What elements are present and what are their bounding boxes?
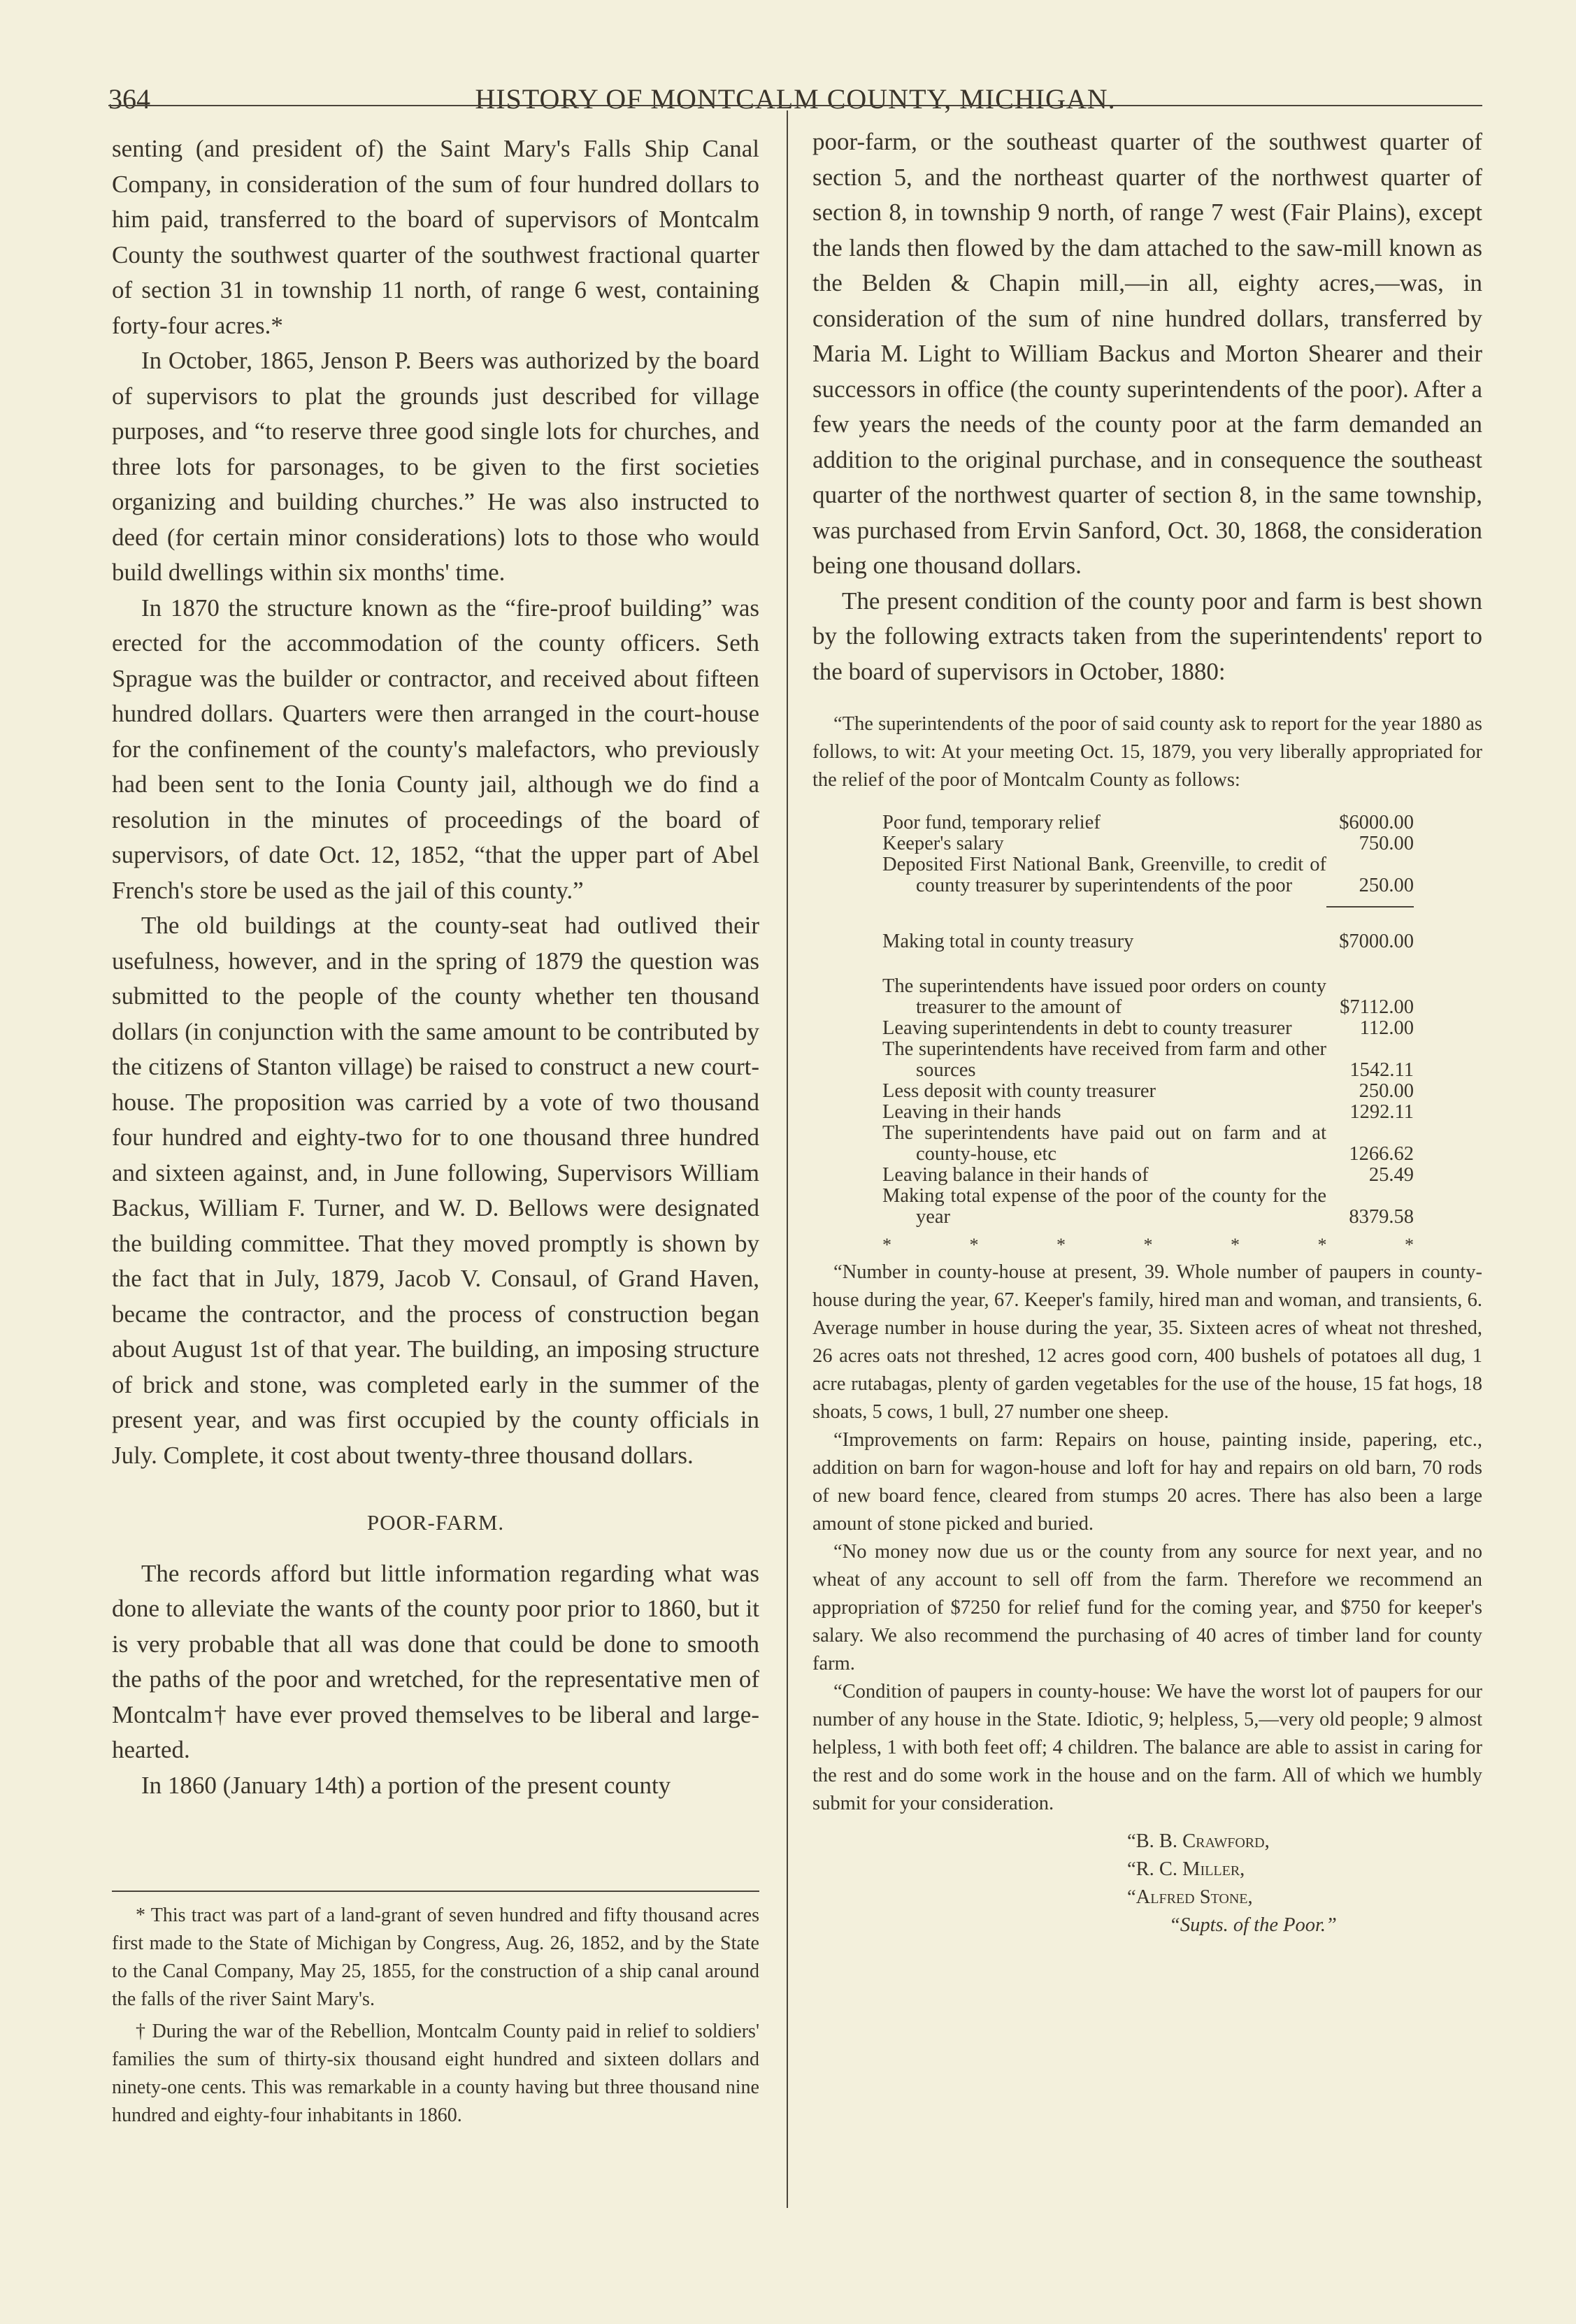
right-column [812, 124, 1482, 1939]
sum-rule [882, 896, 1414, 907]
row-amount: 25.49 [1368, 1164, 1414, 1186]
quote-paragraph: “Condition of paupers in county-house: We have the worst lot of paupers for our number of any house in the State. Idiotic, 9; helpless, 5,—very old people; 9 almost helpless, 1 with both feet off; 4 children. The balance are able to assist in caring for the rest and do some work in the house and on the farm. All of which we humbly submit for your consideration. [812, 1681, 1482, 1814]
row-label: Leaving in their hands [882, 1101, 1061, 1123]
row-amount: 750.00 [1359, 833, 1414, 854]
column-divider [787, 110, 788, 2208]
asterism-icon: * [882, 1235, 891, 1255]
row-label: Making total in county treasury [882, 931, 1134, 952]
asterism-icon: * [1405, 1235, 1414, 1255]
quote-paragraph: “No money now due us or the county from any source for next year, and no wheat of any account to sell off from the farm. Therefore we recommend an appropriation of $7250 for relief fund for the coming year, and $750 for keeper's salary. We also recommend the purchasing of 40 acres of timber land for county farm. [812, 1541, 1482, 1674]
paragraph: senting (and president of) the Saint Mary's Falls Ship Canal Company, in consideration of the sum of four hundred dollars to him paid, transferred to the board of supervisors of Montcalm County the southwest quarter of the southwest fractional quarter of section 31 in township 11 north, of range 6 west, containing forty-four acres.* [112, 135, 759, 339]
row-amount: 250.00 [1359, 875, 1414, 896]
row-amount: $7000.00 [1339, 931, 1414, 952]
row-amount: $6000.00 [1339, 812, 1414, 833]
table-row [882, 1039, 1414, 1081]
paragraph: poor-farm, or the southeast quarter of the southwest quarter of section 5, and the northeast quarter of the northwest quarter of section 8, in township 9 north, of range 7 west (Fair Plains), except the lands then flowed by the dam attached to the saw-mill known as the Belden & Chapin mill,—in all, eighty acres,—was, in consideration of the sum of nine hundred dollars, transferred by Maria M. Light to William Backus and Morton Shearer and their successors in office (the county superintendents of the poor). After a few years the needs of the county poor at the farm demanded an addition to the original purchase, and in consequence the southeast quarter of the northwest quarter of section 8, in the same township, was purchased from Ervin Sanford, Oct. 30, 1868, the consideration being one thousand dollars. [812, 128, 1482, 579]
table-row [882, 1186, 1414, 1228]
signature: “Alfred Stone, [1127, 1886, 1253, 1908]
table-row [882, 854, 1414, 896]
paragraph: The old buildings at the county-seat had outlived their usefulness, however, and in the spring of 1879 the question was submitted to the people of the county whether ten thousand dollars (in conjunction with the same amount to be contributed by the citizens of Stanton village) be raised to construct a new court-house. The proposition was carried by a vote of two thousand four hundred and eighty-two for to one thousand three hundred and sixteen against, and, in June following, Supervisors William Backus, William F. Turner, and W. D. Bellows were designated the building committee. That they moved promptly is shown by the fact that in July, 1879, Jacob V. Consaul, of Grand Haven, became the contractor, and the process of construction began about August 1st of that year. The building, an imposing structure of brick and stone, was completed early in the summer of the present year, and was first occupied by the county officials in July. Complete, it cost about twenty-three thousand dollars. [112, 912, 759, 1469]
quote-paragraph: “Improvements on farm: Repairs on house, painting inside, papering, etc., addition on barn for wagon-house and loft for hay and repairs on old barn, 70 rods of new board fence, cleared from stumps 20 acres. There has also been a large amount of stone picked and buried. [812, 1429, 1482, 1535]
row-amount: 1292.11 [1349, 1101, 1414, 1123]
running-title: HISTORY OF MONTCALM COUNTY, MICHIGAN. [475, 83, 1116, 115]
row-label: The superintendents have paid out on farm and at county-house, etc [882, 1122, 1326, 1165]
table-row [882, 812, 1414, 833]
row-label: Leaving superintendents in debt to county treasurer [882, 1017, 1292, 1039]
row-amount: 1542.11 [1349, 1059, 1414, 1081]
spacer [882, 907, 1414, 931]
table-row [882, 1123, 1414, 1165]
section-heading: POOR-FARM. [366, 1510, 505, 1535]
signatures [1127, 1828, 1482, 1939]
signature: “R. C. Miller, [1127, 1858, 1245, 1880]
footnote-rule [112, 1891, 759, 1892]
paragraph: In 1870 the structure known as the “fire-proof building” was erected for the accommodation of the county officers. Seth Sprague was the builder or contractor, and received about fifteen hundred dollars. Quarters were then arranged in the court-house for the confinement of the county's malefactors, who previously had been sent to the Ionia County jail, although we do find a resolution in the minutes of proceedings of the board of supervisors, of date Oct. 12, 1852, “that the upper part of Abel French's store be used as the jail of this county.” [112, 594, 759, 904]
row-label: The superintendents have issued poor orders on county treasurer to the amount of [882, 975, 1326, 1018]
paragraph: The records afford but little information regarding what was done to alleviate the wants of the county poor prior to 1860, but it is very probable that all was done that could be done to smooth the paths of the poor and wretched, for the representative men of Montcalm† have ever proved themselves to be liberal and large-hearted. [112, 1559, 759, 1763]
asterism-icon: * [969, 1235, 979, 1255]
paragraph: The present condition of the county poor and farm is best shown by the following extracts taken from the superintendents' report to the board of supervisors in October, 1880: [812, 587, 1482, 685]
page-number: 364 [108, 83, 150, 115]
paragraph: In 1860 (January 14th) a portion of the present county [141, 1771, 671, 1799]
asterism-icon: * [1143, 1235, 1153, 1255]
asterism-icon: * [1317, 1235, 1327, 1255]
row-amount: 1266.62 [1349, 1143, 1414, 1165]
row-amount: 250.00 [1359, 1080, 1414, 1102]
row-label: Less deposit with county treasurer [882, 1080, 1156, 1102]
paragraph: In October, 1865, Jenson P. Beers was authorized by the board of supervisors to plat the grounds just described for village purposes, and “to reserve three good single lots for churches, and three lots for parsonages, to be given to the first societies organizing and building churches.” He was also instructed to deed (for certain minor considerations) lots to those who would build dwellings within six months' time. [112, 347, 759, 586]
table-row [882, 833, 1414, 854]
row-amount: 112.00 [1359, 1017, 1414, 1039]
footnote: * This tract was part of a land-grant of seven hundred and fifty thousand acres first made to the State of Michigan by Congress, Aug. 26, 1852, and by the State to the Canal Company, May 25, 1855, for the construction of a ship canal around the falls of the river Saint Mary's. [112, 1905, 759, 2010]
row-amount: $7112.00 [1340, 996, 1414, 1018]
table-row [882, 1018, 1414, 1039]
row-label: Keeper's salary [882, 833, 1004, 854]
row-label: Making total expense of the poor of the county for the year [882, 1185, 1326, 1228]
footnote: † During the war of the Rebellion, Montcalm County paid in relief to soldiers' families the sum of thirty-six thousand eight hundred and sixteen dollars and ninety-one cents. This was remarkable in a county having but three thousand nine hundred and eighty-four inhabitants in 1860. [112, 2021, 759, 2126]
footnotes [112, 1902, 759, 2134]
left-column [112, 131, 759, 1803]
page-header [108, 83, 1482, 124]
row-label: Poor fund, temporary relief [882, 812, 1101, 833]
spacer [882, 952, 1414, 976]
signature-title: “Supts. of the Poor.” [1169, 1914, 1337, 1936]
table-row [882, 931, 1414, 952]
row-label: The superintendents have received from farm and other sources [882, 1038, 1326, 1081]
table-row [882, 1165, 1414, 1186]
header-rule [108, 105, 1482, 106]
asterism-icon: * [1056, 1235, 1066, 1255]
asterism-icon: * [1231, 1235, 1240, 1255]
signature: “B. B. Crawford, [1127, 1830, 1270, 1852]
quote-paragraph: “Number in county-house at present, 39. Whole number of paupers in county-house during the year, 67. Keeper's family, hired man and woman, and transients, 6. Average number in house during the year, 35. Sixteen acres of wheat not threshed, 26 acres oats not threshed, 12 acres good corn, 400 bushels of potatoes all dug, 1 acre rutabagas, plenty of garden vegetables for the use of the house, 15 fat hogs, 18 shoats, 5 cows, 1 bull, 27 number one sheep. [812, 1261, 1482, 1423]
row-label: Deposited First National Bank, Greenville, to credit of county treasurer by superintendents of the poor [882, 854, 1326, 896]
appropriations-table [882, 812, 1414, 1228]
section-break-stars [882, 1235, 1414, 1256]
report-extract [812, 710, 1482, 1939]
row-amount: 8379.58 [1349, 1206, 1414, 1228]
table-row [882, 976, 1414, 1018]
row-label: Leaving balance in their hands of [882, 1164, 1149, 1186]
table-row [882, 1081, 1414, 1102]
quote-intro: “The superintendents of the poor of said county ask to report for the year 1880 as follows, to wit: At your meeting Oct. 15, 1879, you very liberally appropriated for the relief of the poor of Montcalm County as follows: [812, 713, 1482, 791]
table-row [882, 1102, 1414, 1123]
